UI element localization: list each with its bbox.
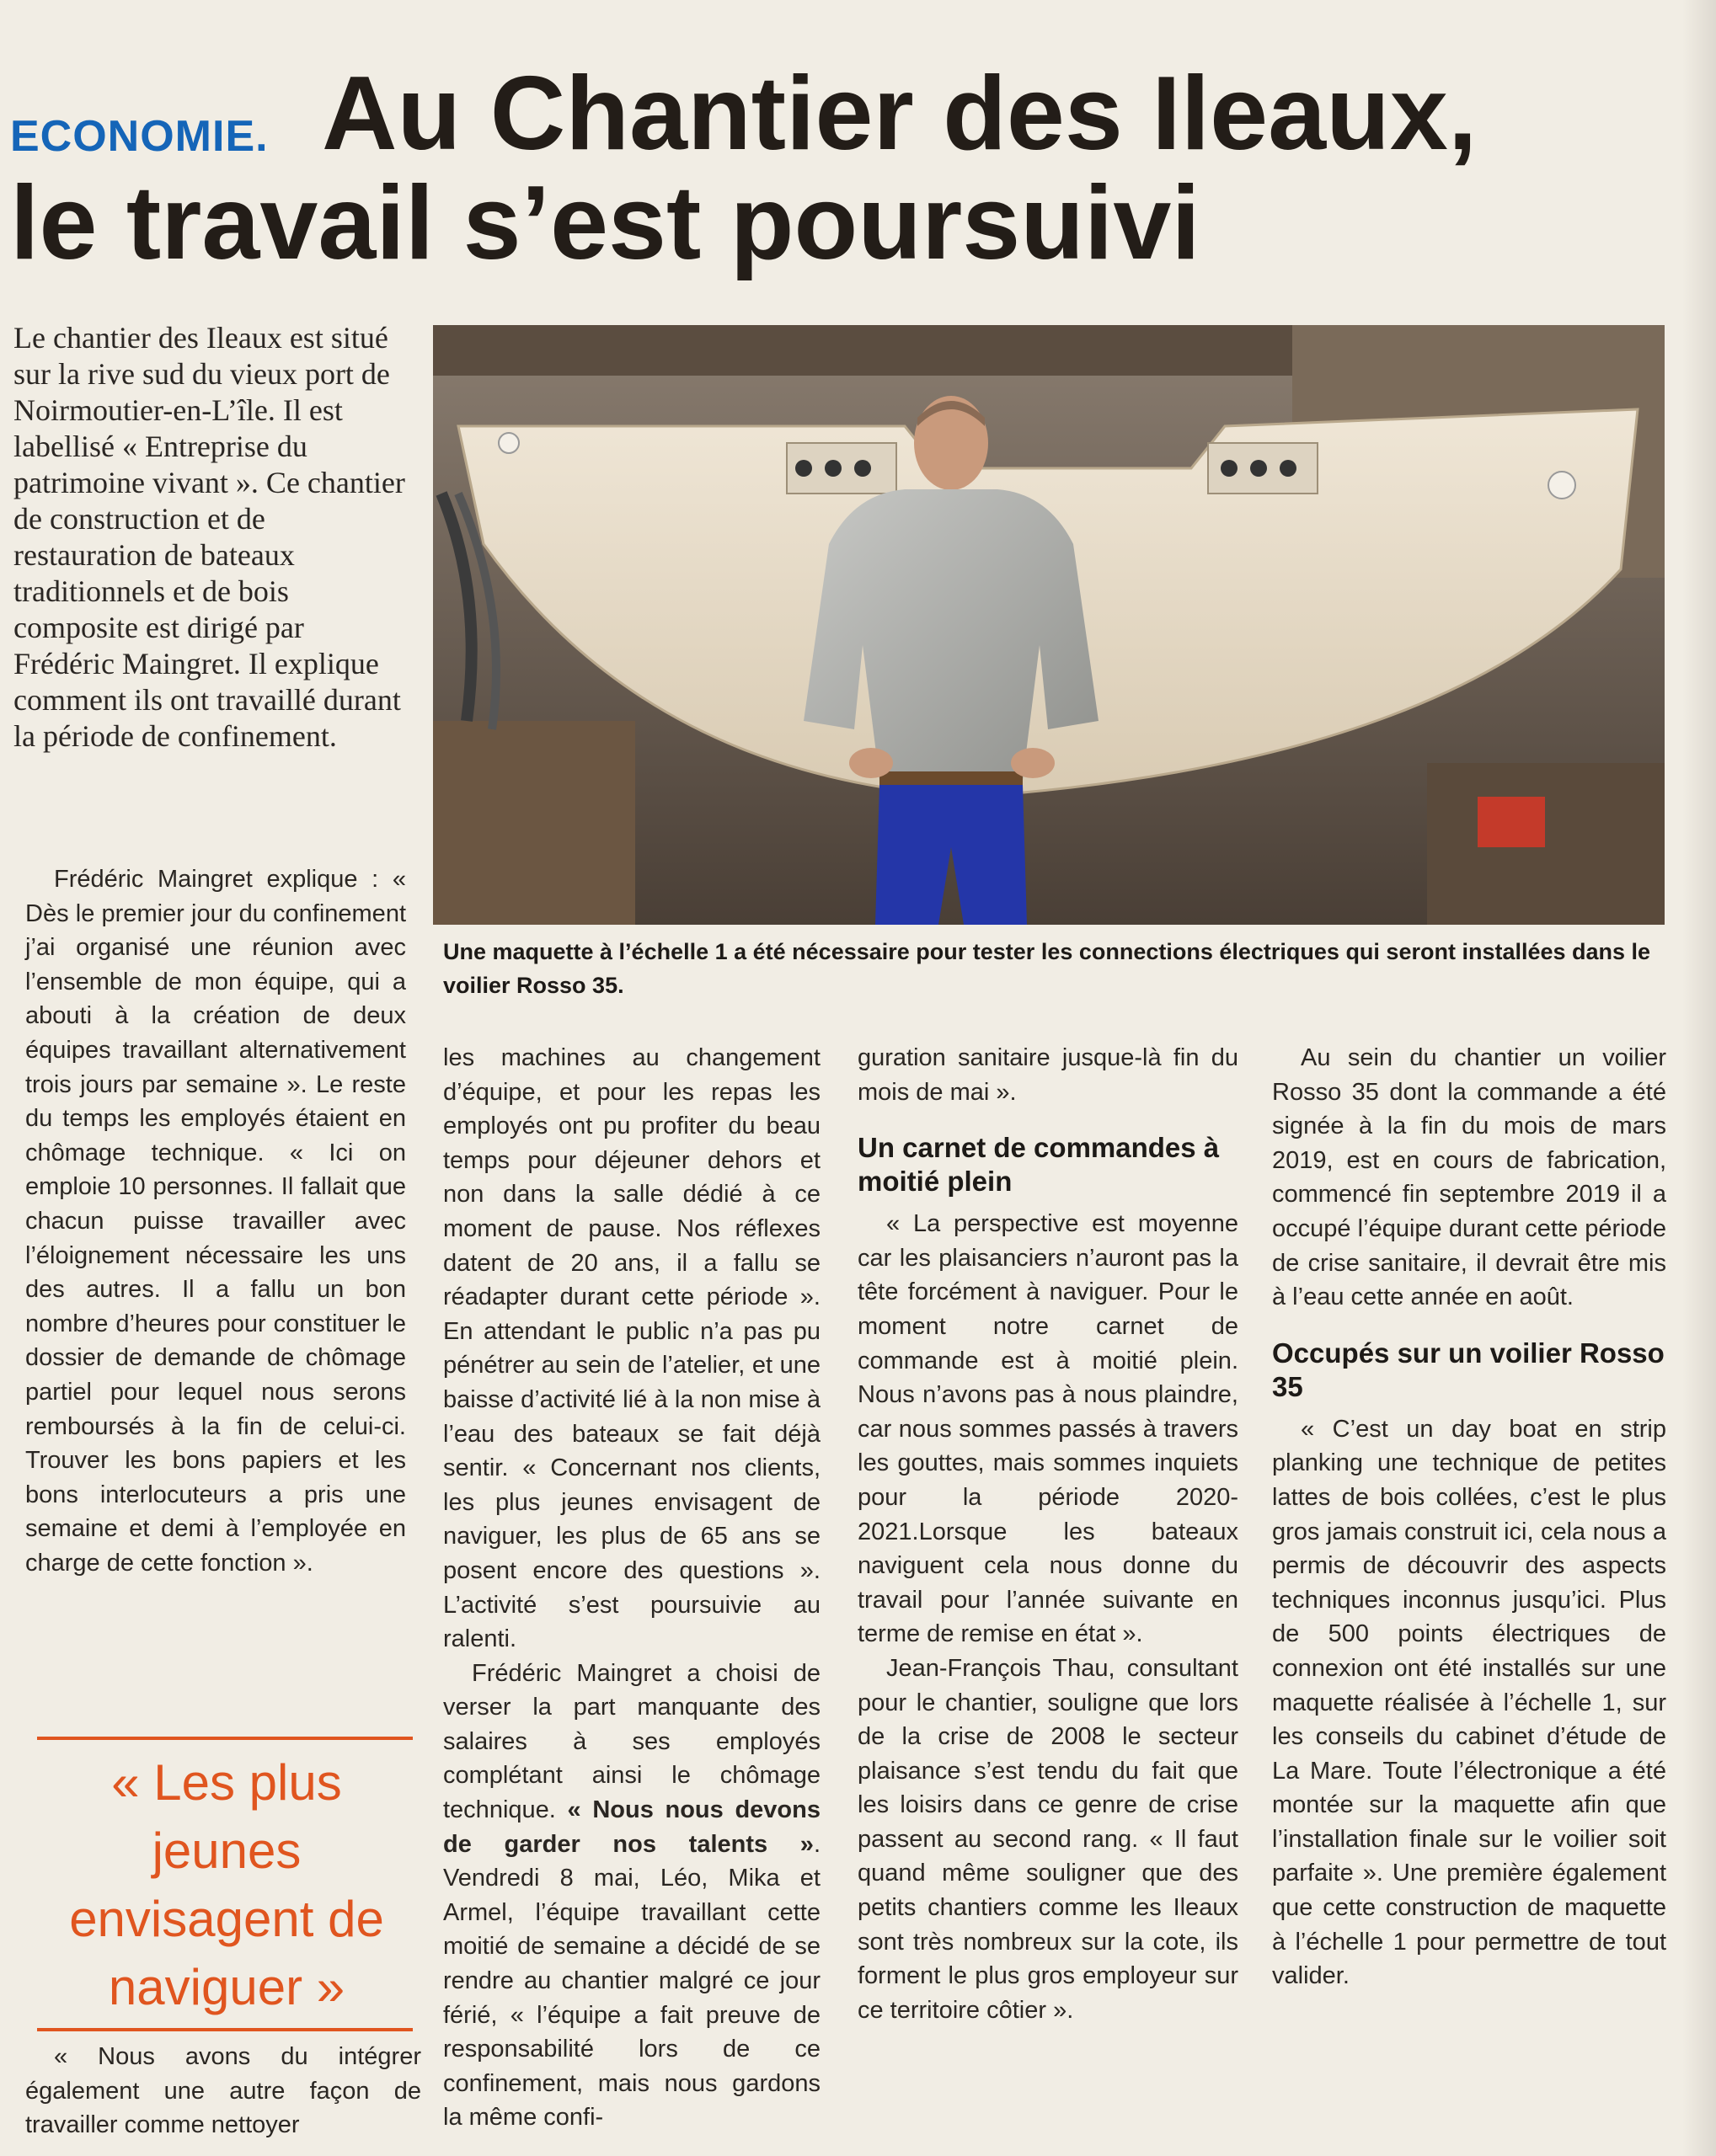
column-1-end-text: « Nous avons du intégrer également une autre façon de travailler comme nettoyer bbox=[25, 2043, 421, 2139]
column-3-paragraph-3: Jean-François Thau, consultant pour le chantier, souligne que lors de la crise de 2008 le secteur plaisance s’est tendu du fait que les loisirs dans ce genre de crise passent au second rang. « Il faut quand même souligner que des petits chantiers comme les Ileaux sont très nombreux sur la cote, ils forment le plus gros employeur sur ce territoire côtier ». bbox=[858, 1654, 1238, 2024]
column-2-paragraph-2-start: Frédéric Maingret a choisi de verser la part manquante des salaires à ses employés complétant ainsi le chômage technique. bbox=[443, 1659, 821, 1824]
subheading-carnet: Un carnet de commandes à moitié plein bbox=[858, 1132, 1220, 1198]
column-4-paragraph-1: Au sein du chantier un voilier Rosso 35 dont la commande a été signée à la fin du mois de mars 2019, est en cours de fabrication, commencé fin septembre 2019 il a occupé l’équipe durant cette période de crise sanitaire, il devrait être mis à l’eau cette année en août. bbox=[1272, 1044, 1666, 1311]
column-3-paragraph-2: « La perspective est moyenne car les plaisanciers n’auront pas la tête forcément à naviguer. Pour le moment notre carnet de commande est à moitié plein. Nous n’avons pas à nous plaindre, car nous sommes passés à travers les gouttes, mais sommes inquiets pour la période 2020-2021.Lorsque les bateaux naviguent cela nous donne du travail pour l’année suivante en terme de remise en état ». bbox=[858, 1210, 1238, 1648]
column-3-paragraph-1: guration sanitaire jusque-là fin du mois de mai ». bbox=[858, 1044, 1238, 1106]
column-1-end bbox=[25, 2040, 421, 2143]
boatyard-photo bbox=[433, 325, 1665, 925]
column-2-bold-quote: « Nous nous devons de garder nos talents » bbox=[443, 1796, 821, 1858]
pull-quote-rule-bottom bbox=[37, 2028, 413, 2031]
column-4 bbox=[1272, 1041, 1666, 1993]
page-edge-shadow bbox=[1682, 0, 1716, 2156]
headline-line-2: le travail s’est poursuivi bbox=[10, 165, 1200, 281]
article-photo bbox=[433, 325, 1665, 925]
pull-quote-text: « Les plus jeunes envisagent de naviguer » bbox=[69, 1754, 384, 2015]
column-1 bbox=[25, 862, 406, 1580]
column-2-paragraph-1: les machines au changement d’équipe, et pour les repas les employés ont pu profiter du beau temps pour déjeuner dehors et non dans la salle dédié à ce moment de pause. Nos réflexes datent de 20 ans, il a fallu se réadapter durant cette période ». En attendant le public n’a pas pu pénétrer au sein de l’atelier, et une baisse d’activité lié à la non mise à l’eau des bateaux se fait déjà sentir. « Concernant nos clients, les plus jeunes envisagent de naviguer, les plus de 65 ans se posent encore des questions ». L’activité s’est poursuivie au ralenti. bbox=[443, 1044, 821, 1653]
headline-line-1: Au Chantier des Ileaux, bbox=[322, 56, 1478, 172]
column-4-paragraph-2: « C’est un day boat en strip planking une technique de petites lattes de bois collées, c’est le plus gros jamais construit ici, cela nous a permis de découvrir des aspects techniques inconnus jusqu’ici. Plus de 500 points électriques de connexion ont été installés sur une maquette réalisée à l’échelle 1, sur les conseils du cabinet d’étude de La Mare. Toute l’électronique a été montée sur la maquette afin que l’installation finale sur le voilier soit parfaite ». Une première également que cette construction de maquette à l’échelle 1 pour permettre de tout valider. bbox=[1272, 1415, 1666, 1990]
intro-text: Le chantier des Ileaux est situé sur la rive sud du vieux port de Noirmoutier-en-L’île. Il est labellisé « Entreprise du patrimoine vivant ». Ce chantier de construction et de restauration de bateaux traditionnels et de bois composite est dirigé par Frédéric Maingret. Il explique comment ils ont travaillé durant la période de confinement. bbox=[13, 321, 405, 753]
column-2 bbox=[443, 1041, 821, 2135]
section-kicker: ECONOMIE. bbox=[10, 112, 269, 161]
column-1-text: Frédéric Maingret explique : « Dès le premier jour du confinement j’ai organisé une réunion avec l’ensemble de mon équipe, qui a abouti à la création de deux équipes travaillant alternativement trois jours par semaine ». Le reste du temps les employés étaient en chômage technique. « Ici on emploie 10 personnes. Il fallait que chacun puisse travailler avec l’éloignement nécessaire les uns des autres. Il a fallu un bon nombre d’heures pour constituer le dossier de demande de chômage partiel pour lequel nous serons remboursés à la fin de celui-ci. Trouver les bons papiers et les bons interlocuteurs a pris une semaine et demi à l’employée en charge de cette fonction ». bbox=[25, 866, 406, 1577]
photo-caption: Une maquette à l’échelle 1 a été nécessaire pour tester les connections électriques qui seront installées dans le voilier Rosso 35. bbox=[443, 939, 1651, 998]
column-3 bbox=[858, 1041, 1238, 2027]
pull-quote bbox=[37, 1737, 416, 2031]
intro-paragraph bbox=[13, 320, 409, 755]
column-2-paragraph-2 bbox=[443, 1657, 821, 2135]
column-2-paragraph-2-rest: . Vendredi 8 mai, Léo, Mika et Armel, l’équipe travaillant cette moitié de semaine a décidé de se rendre au chantier malgré ce jour férié, « l’équipe a fait preuve de responsabilité lors de ce confinement, mais nous gardons la même confi- bbox=[443, 1830, 821, 2132]
subheading-voilier: Occupés sur un voilier Rosso 35 bbox=[1272, 1337, 1665, 1402]
